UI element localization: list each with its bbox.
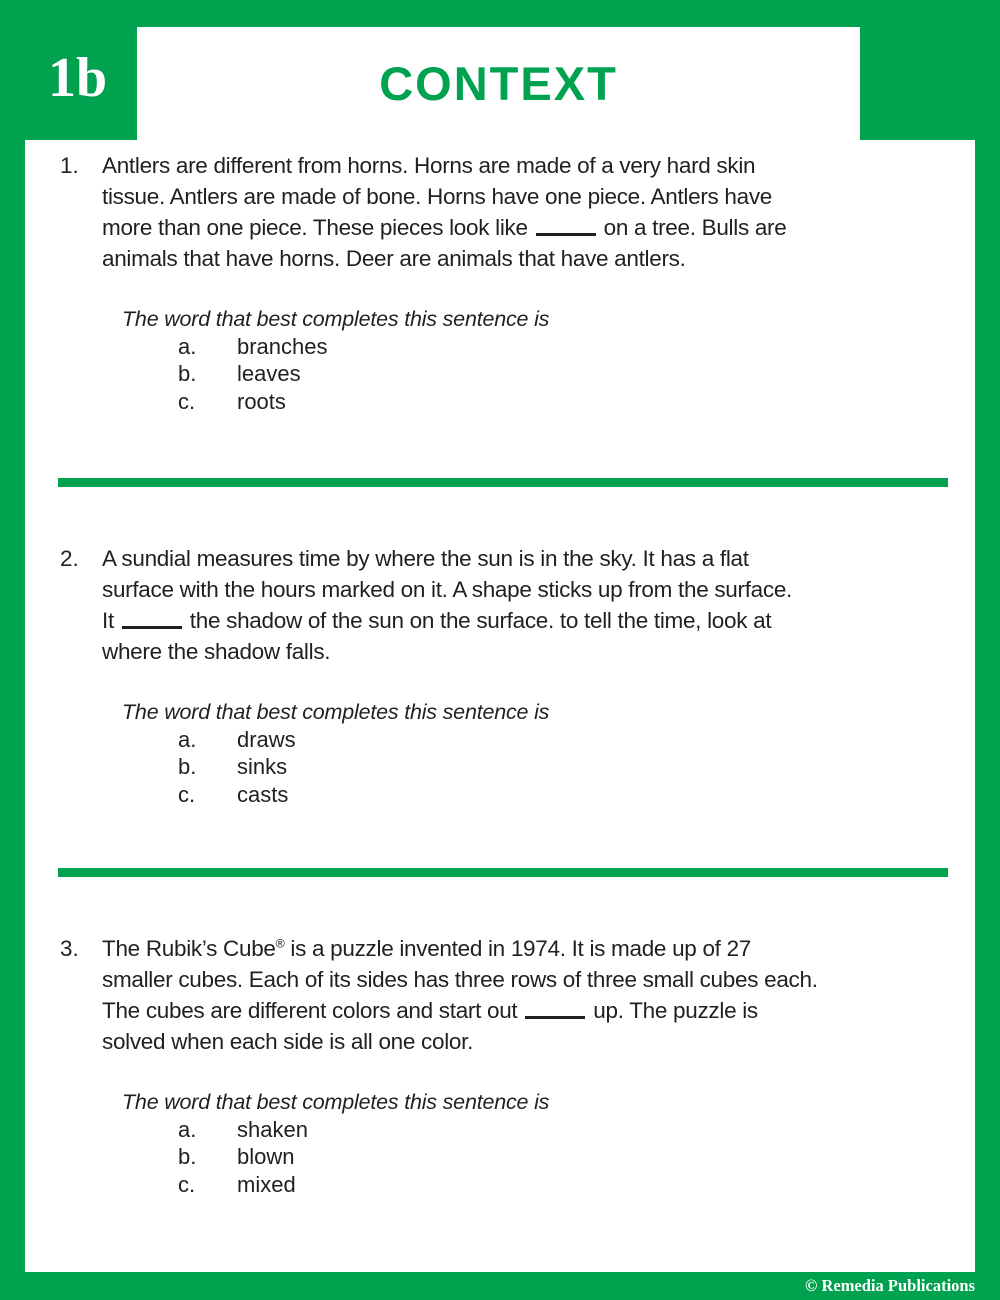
- option-letter: b.: [178, 1144, 197, 1170]
- question-3: [60, 933, 960, 1198]
- option-text: roots: [237, 388, 286, 414]
- option-letter: c.: [178, 388, 196, 414]
- fill-in-blank: [536, 233, 596, 236]
- page-title: CONTEXT: [379, 57, 618, 110]
- options-list: [60, 333, 960, 415]
- option-text: sinks: [237, 754, 288, 780]
- options-list: [60, 726, 960, 808]
- option-letter: a.: [178, 334, 197, 359]
- option-a: [178, 1116, 960, 1143]
- question-1: [60, 150, 960, 415]
- question-2: [60, 543, 960, 808]
- fill-in-blank: [122, 626, 182, 629]
- option-text: blown: [237, 1144, 295, 1170]
- option-b: [178, 753, 960, 780]
- question-prompt: The word that best completes this sentence is: [122, 307, 550, 331]
- option-letter: a.: [178, 1117, 197, 1142]
- question-passage: A sundial measures time by where the sun is in the sky. It has a flat surface with the hours marked on it. A shape sticks up from the surface. It the shadow of the sun on the surface. to tell the time, look at where the shadow falls.: [102, 546, 792, 664]
- question-passage: Antlers are different from horns. Horns are made of a very hard skin tissue. Antlers are made of bone. Horns have one piece. Antlers have more than one piece. These pieces look like on a tree. Bulls are animals that have horns. Deer are animals that have antlers.: [102, 153, 787, 271]
- option-letter: b.: [178, 754, 197, 780]
- option-text: casts: [237, 781, 289, 807]
- section-divider: [58, 478, 948, 487]
- option-b: [178, 1143, 960, 1170]
- question-number: 3.: [60, 936, 79, 961]
- question-passage: The Rubik’s Cube® is a puzzle invented in 1974. It is made up of 27 smaller cubes. Each of its sides has three rows of three small cubes each. The cubes are different colors and start out up. The puzzle is solved when each side is all one color.: [102, 936, 818, 1054]
- page-label: 1b: [48, 47, 108, 109]
- question-prompt: The word that best completes this sentence is: [122, 700, 550, 724]
- option-c: [178, 388, 960, 415]
- question-number: 2.: [60, 546, 79, 571]
- question-prompt: The word that best completes this sentence is: [122, 1090, 550, 1114]
- option-b: [178, 360, 960, 387]
- options-list: [60, 1116, 960, 1198]
- question-number: 1.: [60, 153, 79, 178]
- option-text: shaken: [237, 1117, 308, 1142]
- option-letter: c.: [178, 1171, 196, 1197]
- header: [137, 27, 860, 140]
- option-c: [178, 1171, 960, 1198]
- option-a: [178, 726, 960, 753]
- option-text: draws: [237, 727, 296, 752]
- option-a: [178, 333, 960, 360]
- section-divider: [58, 868, 948, 877]
- copyright-notice: © Remedia Publications: [805, 1276, 975, 1295]
- fill-in-blank: [525, 1016, 585, 1019]
- option-text: mixed: [237, 1171, 296, 1197]
- registered-trademark-symbol: ®: [275, 936, 285, 951]
- option-letter: c.: [178, 781, 196, 807]
- option-text: branches: [237, 334, 328, 359]
- option-letter: b.: [178, 361, 197, 387]
- option-text: leaves: [237, 361, 301, 387]
- option-c: [178, 781, 960, 808]
- option-letter: a.: [178, 727, 197, 752]
